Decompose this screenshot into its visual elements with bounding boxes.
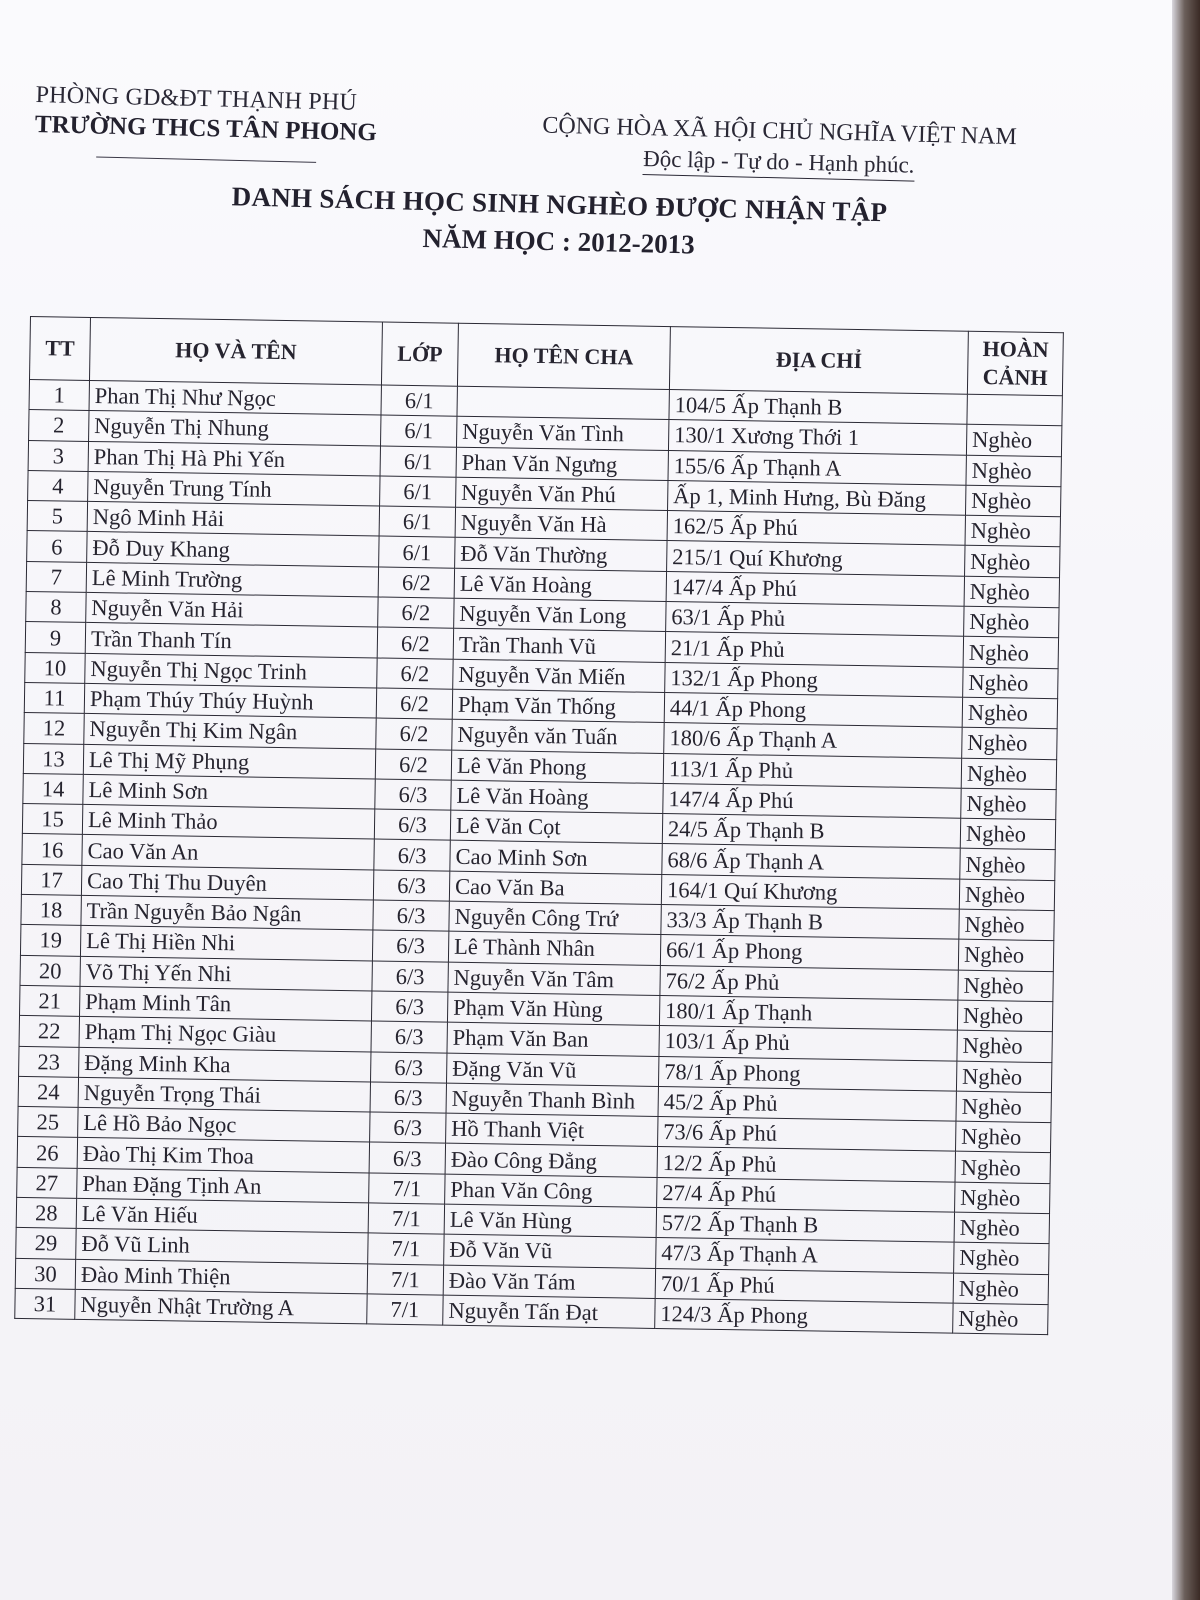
column-header-status: HOÀN CẢNH bbox=[967, 331, 1063, 395]
cell-address: 44/1 Ấp Phong bbox=[664, 692, 962, 727]
cell-class: 7/1 bbox=[368, 1233, 444, 1264]
cell-student-name: Đào Minh Thiện bbox=[75, 1259, 367, 1294]
cell-class: 6/1 bbox=[379, 506, 455, 537]
cell-father-name: Phạm Văn Ban bbox=[447, 1022, 659, 1056]
cell-tt: 26 bbox=[17, 1137, 77, 1168]
cell-class: 7/1 bbox=[368, 1203, 444, 1234]
cell-father-name: Nguyễn Văn Long bbox=[454, 598, 666, 632]
cell-student-name: Trần Nguyễn Bảo Ngân bbox=[81, 895, 373, 930]
cell-status: Nghèo bbox=[965, 485, 1060, 517]
table-body bbox=[15, 380, 1063, 1335]
cell-status: Nghèo bbox=[963, 637, 1058, 669]
cell-class: 6/1 bbox=[380, 476, 456, 507]
cell-status: Nghèo bbox=[959, 879, 1054, 911]
cell-class: 6/2 bbox=[376, 718, 452, 749]
cell-class: 6/1 bbox=[381, 385, 457, 416]
cell-address: 63/1 Ấp Phủ bbox=[666, 602, 964, 637]
cell-student-name: Trần Thanh Tín bbox=[85, 623, 377, 658]
cell-class: 6/3 bbox=[371, 1051, 447, 1082]
cell-address: 21/1 Ấp Phủ bbox=[665, 632, 963, 667]
cell-tt: 23 bbox=[19, 1046, 79, 1077]
column-header-father: HỌ TÊN CHA bbox=[457, 323, 670, 389]
cell-status: Nghèo bbox=[965, 546, 1060, 578]
cell-status: Nghèo bbox=[957, 1030, 1052, 1062]
cell-address: Ấp 1, Minh Hưng, Bù Đăng bbox=[668, 480, 966, 515]
cell-address: 180/6 Ấp Thạnh A bbox=[664, 723, 962, 758]
cell-tt: 24 bbox=[18, 1076, 78, 1107]
cell-class: 6/3 bbox=[373, 870, 449, 901]
cell-tt: 15 bbox=[22, 804, 82, 835]
cell-student-name: Võ Thị Yến Nhi bbox=[80, 956, 372, 991]
cell-student-name: Lê Thị Hiền Nhi bbox=[80, 926, 372, 961]
cell-father-name: Cao Văn Ba bbox=[449, 871, 661, 905]
cell-class: 6/3 bbox=[371, 991, 447, 1022]
cell-father-name: Nguyễn Văn Miến bbox=[453, 659, 665, 693]
cell-status: Nghèo bbox=[960, 818, 1055, 850]
cell-status: Nghèo bbox=[954, 1242, 1049, 1274]
cell-status: Nghèo bbox=[962, 697, 1057, 729]
cell-tt: 25 bbox=[18, 1107, 78, 1138]
cell-tt: 31 bbox=[15, 1288, 75, 1319]
column-header-class: LỚP bbox=[381, 322, 458, 386]
cell-tt: 3 bbox=[28, 440, 88, 471]
cell-student-name: Lê Thị Mỹ Phụng bbox=[83, 744, 375, 779]
school-name: TRƯỜNG THCS TÂN PHONG bbox=[34, 110, 378, 147]
cell-address: 124/3 Ấp Phong bbox=[655, 1298, 953, 1333]
cell-address: 73/6 Ấp Phú bbox=[658, 1117, 956, 1152]
cell-student-name: Nguyễn Thị Kim Ngân bbox=[84, 714, 376, 749]
cell-address: 113/1 Ấp Phủ bbox=[663, 753, 961, 788]
column-header-address: ĐỊA CHỈ bbox=[669, 327, 968, 395]
cell-student-name: Phan Đặng Tịnh An bbox=[77, 1168, 369, 1203]
cell-father-name: Đào Công Đẳng bbox=[445, 1144, 657, 1178]
cell-father-name: Phan Văn Công bbox=[445, 1174, 657, 1208]
cell-address: 68/6 Ấp Thạnh A bbox=[662, 844, 960, 879]
cell-address: 57/2 Ấp Thạnh B bbox=[656, 1207, 954, 1242]
cell-status: Nghèo bbox=[956, 1091, 1051, 1123]
cell-father-name: Lê Thành Nhân bbox=[448, 931, 660, 965]
cell-tt: 22 bbox=[19, 1016, 79, 1047]
cell-father-name: Đặng Văn Vũ bbox=[447, 1053, 659, 1087]
cell-father-name: Nguyễn Công Trứ bbox=[449, 901, 661, 935]
cell-student-name: Đỗ Vũ Linh bbox=[76, 1229, 368, 1264]
cell-tt: 20 bbox=[20, 955, 80, 986]
cell-tt: 30 bbox=[15, 1258, 75, 1289]
cell-class: 6/3 bbox=[374, 809, 450, 840]
cell-address: 76/2 Ấp Phủ bbox=[660, 965, 958, 1000]
cell-status: Nghèo bbox=[958, 970, 1053, 1002]
cell-tt: 1 bbox=[29, 380, 89, 411]
cell-class: 6/2 bbox=[377, 627, 453, 658]
cell-tt: 13 bbox=[23, 743, 83, 774]
cell-father-name: Nguyễn Văn Tâm bbox=[448, 962, 660, 996]
cell-class: 6/2 bbox=[378, 597, 454, 628]
cell-father-name: Lê Văn Hùng bbox=[444, 1204, 656, 1238]
cell-class: 7/1 bbox=[367, 1294, 443, 1325]
cell-status: Nghèo bbox=[953, 1273, 1048, 1305]
cell-address: 162/5 Ấp Phú bbox=[667, 511, 965, 546]
cell-status: Nghèo bbox=[955, 1152, 1050, 1184]
cell-student-name: Nguyễn Nhật Trường A bbox=[75, 1289, 367, 1324]
cell-status: Nghèo bbox=[962, 727, 1057, 759]
cell-address: 132/1 Ấp Phong bbox=[665, 662, 963, 697]
cell-tt: 21 bbox=[20, 985, 80, 1016]
cell-class: 6/2 bbox=[376, 688, 452, 719]
department-name: PHÒNG GD&ĐT THẠNH PHÚ bbox=[35, 82, 358, 116]
cell-status: Nghèo bbox=[961, 758, 1056, 790]
cell-father-name: Trần Thanh Vũ bbox=[453, 629, 665, 663]
cell-address: 66/1 Ấp Phong bbox=[660, 935, 958, 970]
student-table-wrapper bbox=[14, 316, 1064, 1335]
page-edge-shadow bbox=[1172, 0, 1200, 1600]
document-title: DANH SÁCH HỌC SINH NGHÈO ĐƯỢC NHẬN TẬP bbox=[231, 181, 888, 228]
header-right bbox=[519, 112, 1040, 185]
cell-father-name: Nguyễn Văn Hà bbox=[455, 507, 667, 541]
column-header-tt: TT bbox=[30, 317, 91, 381]
cell-status: Nghèo bbox=[957, 1000, 1052, 1032]
cell-class: 6/1 bbox=[379, 536, 455, 567]
student-table bbox=[14, 316, 1064, 1335]
cell-student-name: Lê Văn Hiếu bbox=[76, 1198, 368, 1233]
cell-father-name: Đào Văn Tám bbox=[443, 1265, 655, 1299]
cell-class: 6/3 bbox=[375, 779, 451, 810]
cell-address: 147/4 Ấp Phú bbox=[666, 571, 964, 606]
cell-address: 12/2 Ấp Phủ bbox=[657, 1147, 955, 1182]
cell-student-name: Lê Minh Trường bbox=[86, 562, 378, 597]
cell-address: 27/4 Ấp Phú bbox=[657, 1177, 955, 1212]
cell-status: Nghèo bbox=[956, 1061, 1051, 1093]
cell-father-name bbox=[457, 386, 669, 420]
cell-father-name: Đỗ Văn Vũ bbox=[444, 1234, 656, 1268]
cell-father-name: Cao Minh Sơn bbox=[450, 841, 662, 875]
cell-status: Nghèo bbox=[960, 849, 1055, 881]
cell-tt: 27 bbox=[17, 1167, 77, 1198]
cell-class: 6/3 bbox=[371, 1021, 447, 1052]
cell-status: Nghèo bbox=[954, 1212, 1049, 1244]
cell-class: 6/2 bbox=[378, 567, 454, 598]
cell-student-name: Lê Hồ Bảo Ngọc bbox=[78, 1107, 370, 1142]
cell-tt: 6 bbox=[27, 531, 87, 562]
cell-address: 215/1 Quí Khương bbox=[667, 541, 965, 576]
cell-father-name: Nguyễn Tấn Đạt bbox=[443, 1295, 655, 1329]
cell-tt: 17 bbox=[21, 864, 81, 895]
cell-tt: 9 bbox=[25, 622, 85, 653]
cell-tt: 7 bbox=[26, 561, 86, 592]
cell-father-name: Nguyễn Văn Tình bbox=[456, 417, 668, 451]
cell-address: 78/1 Ấp Phong bbox=[658, 1056, 956, 1091]
cell-address: 45/2 Ấp Phủ bbox=[658, 1086, 956, 1121]
cell-tt: 18 bbox=[21, 894, 81, 925]
title-block bbox=[178, 180, 939, 267]
cell-status: Nghèo bbox=[964, 606, 1059, 638]
cell-tt: 28 bbox=[16, 1197, 76, 1228]
cell-student-name: Nguyễn Trọng Thái bbox=[78, 1077, 370, 1112]
header-left bbox=[34, 82, 436, 166]
cell-status: Nghèo bbox=[955, 1182, 1050, 1214]
cell-tt: 19 bbox=[20, 925, 80, 956]
cell-tt: 12 bbox=[24, 713, 84, 744]
cell-tt: 5 bbox=[27, 501, 87, 532]
cell-address: 24/5 Ấp Thạnh B bbox=[662, 814, 960, 849]
cell-student-name: Đặng Minh Kha bbox=[79, 1047, 371, 1082]
cell-tt: 10 bbox=[25, 652, 85, 683]
cell-tt: 16 bbox=[22, 834, 82, 865]
national-motto: Độc lập - Tự do - Hạnh phúc. bbox=[643, 146, 915, 182]
cell-tt: 29 bbox=[16, 1228, 76, 1259]
cell-status: Nghèo bbox=[966, 425, 1061, 457]
cell-tt: 11 bbox=[24, 682, 84, 713]
column-header-name: HỌ VÀ TÊN bbox=[89, 317, 382, 385]
cell-father-name: Nguyễn Văn Phú bbox=[456, 477, 668, 511]
cell-address: 33/3 Ấp Thạnh B bbox=[661, 905, 959, 940]
cell-tt: 14 bbox=[23, 773, 83, 804]
cell-address: 164/1 Quí Khương bbox=[661, 874, 959, 909]
cell-father-name: Lê Văn Phong bbox=[451, 750, 663, 784]
cell-student-name: Cao Thị Thu Duyên bbox=[81, 865, 373, 900]
cell-student-name: Lê Minh Sơn bbox=[83, 774, 375, 809]
cell-father-name: Phạm Văn Thống bbox=[452, 689, 664, 723]
cell-status: Nghèo bbox=[961, 788, 1056, 820]
cell-class: 6/3 bbox=[372, 930, 448, 961]
cell-student-name: Nguyễn Thị Nhung bbox=[89, 411, 381, 446]
cell-class: 6/1 bbox=[381, 415, 457, 446]
cell-status: Nghèo bbox=[963, 667, 1058, 699]
cell-father-name: Nguyễn Thanh Bình bbox=[446, 1083, 658, 1117]
cell-student-name: Phan Thị Như Ngọc bbox=[89, 380, 381, 415]
cell-address: 104/5 Ấp Thạnh B bbox=[669, 390, 967, 425]
cell-status: Nghèo bbox=[955, 1121, 1050, 1153]
cell-class: 6/2 bbox=[375, 749, 451, 780]
cell-father-name: Nguyễn văn Tuấn bbox=[452, 719, 664, 753]
cell-class: 6/3 bbox=[372, 961, 448, 992]
cell-student-name: Nguyễn Thị Ngọc Trinh bbox=[85, 653, 377, 688]
cell-address: 47/3 Ấp Thạnh A bbox=[656, 1238, 954, 1273]
cell-class: 6/3 bbox=[370, 1082, 446, 1113]
cell-address: 130/1 Xương Thới 1 bbox=[668, 420, 966, 455]
cell-class: 6/3 bbox=[373, 900, 449, 931]
cell-status: Nghèo bbox=[965, 515, 1060, 547]
cell-father-name: Lê Văn Hoàng bbox=[454, 568, 666, 602]
cell-student-name: Phạm Minh Tân bbox=[80, 986, 372, 1021]
cell-address: 103/1 Ấp Phủ bbox=[659, 1026, 957, 1061]
cell-status: Nghèo bbox=[959, 909, 1054, 941]
cell-status: Nghèo bbox=[953, 1303, 1048, 1335]
cell-student-name: Nguyễn Trung Tính bbox=[88, 471, 380, 506]
cell-student-name: Phạm Thúy Thúy Huỳnh bbox=[84, 683, 376, 718]
cell-address: 180/1 Ấp Thạnh bbox=[659, 995, 957, 1030]
cell-class: 6/3 bbox=[370, 1112, 446, 1143]
cell-status: Nghèo bbox=[966, 455, 1061, 487]
cell-class: 6/3 bbox=[374, 839, 450, 870]
cell-class: 6/2 bbox=[377, 658, 453, 689]
cell-class: 7/1 bbox=[367, 1264, 443, 1295]
cell-status bbox=[967, 394, 1062, 426]
cell-student-name: Ngô Minh Hải bbox=[87, 502, 379, 537]
cell-father-name: Đỗ Văn Thường bbox=[455, 538, 667, 572]
cell-address: 155/6 Ấp Thạnh A bbox=[668, 450, 966, 485]
cell-address: 70/1 Ấp Phú bbox=[655, 1268, 953, 1303]
cell-student-name: Đào Thị Kim Thoa bbox=[77, 1138, 369, 1173]
cell-father-name: Phan Văn Ngưng bbox=[456, 447, 668, 481]
cell-father-name: Phạm Văn Hùng bbox=[447, 992, 659, 1026]
cell-tt: 4 bbox=[28, 470, 88, 501]
cell-student-name: Nguyễn Văn Hải bbox=[86, 592, 378, 627]
cell-student-name: Phan Thị Hà Phi Yến bbox=[88, 441, 380, 476]
cell-class: 6/3 bbox=[369, 1142, 445, 1173]
cell-father-name: Lê Văn Cọt bbox=[450, 810, 662, 844]
cell-student-name: Cao Văn An bbox=[82, 835, 374, 870]
cell-class: 7/1 bbox=[369, 1173, 445, 1204]
cell-student-name: Phạm Thị Ngọc Giàu bbox=[79, 1017, 371, 1052]
republic-name: CỘNG HÒA XÃ HỘI CHỦ NGHĨA VIỆT NAM bbox=[542, 112, 1018, 151]
cell-address: 147/4 Ấp Phú bbox=[663, 783, 961, 818]
school-year: NĂM HỌC : 2012-2013 bbox=[422, 222, 696, 260]
cell-status: Nghèo bbox=[958, 940, 1053, 972]
cell-student-name: Lê Minh Thảo bbox=[82, 805, 374, 840]
divider bbox=[96, 156, 316, 162]
cell-class: 6/1 bbox=[380, 446, 456, 477]
cell-tt: 8 bbox=[26, 592, 86, 623]
cell-tt: 2 bbox=[29, 410, 89, 441]
cell-status: Nghèo bbox=[964, 576, 1059, 608]
cell-father-name: Hồ Thanh Việt bbox=[446, 1113, 658, 1147]
cell-student-name: Đỗ Duy Khang bbox=[87, 532, 379, 567]
cell-father-name: Lê Văn Hoàng bbox=[451, 780, 663, 814]
